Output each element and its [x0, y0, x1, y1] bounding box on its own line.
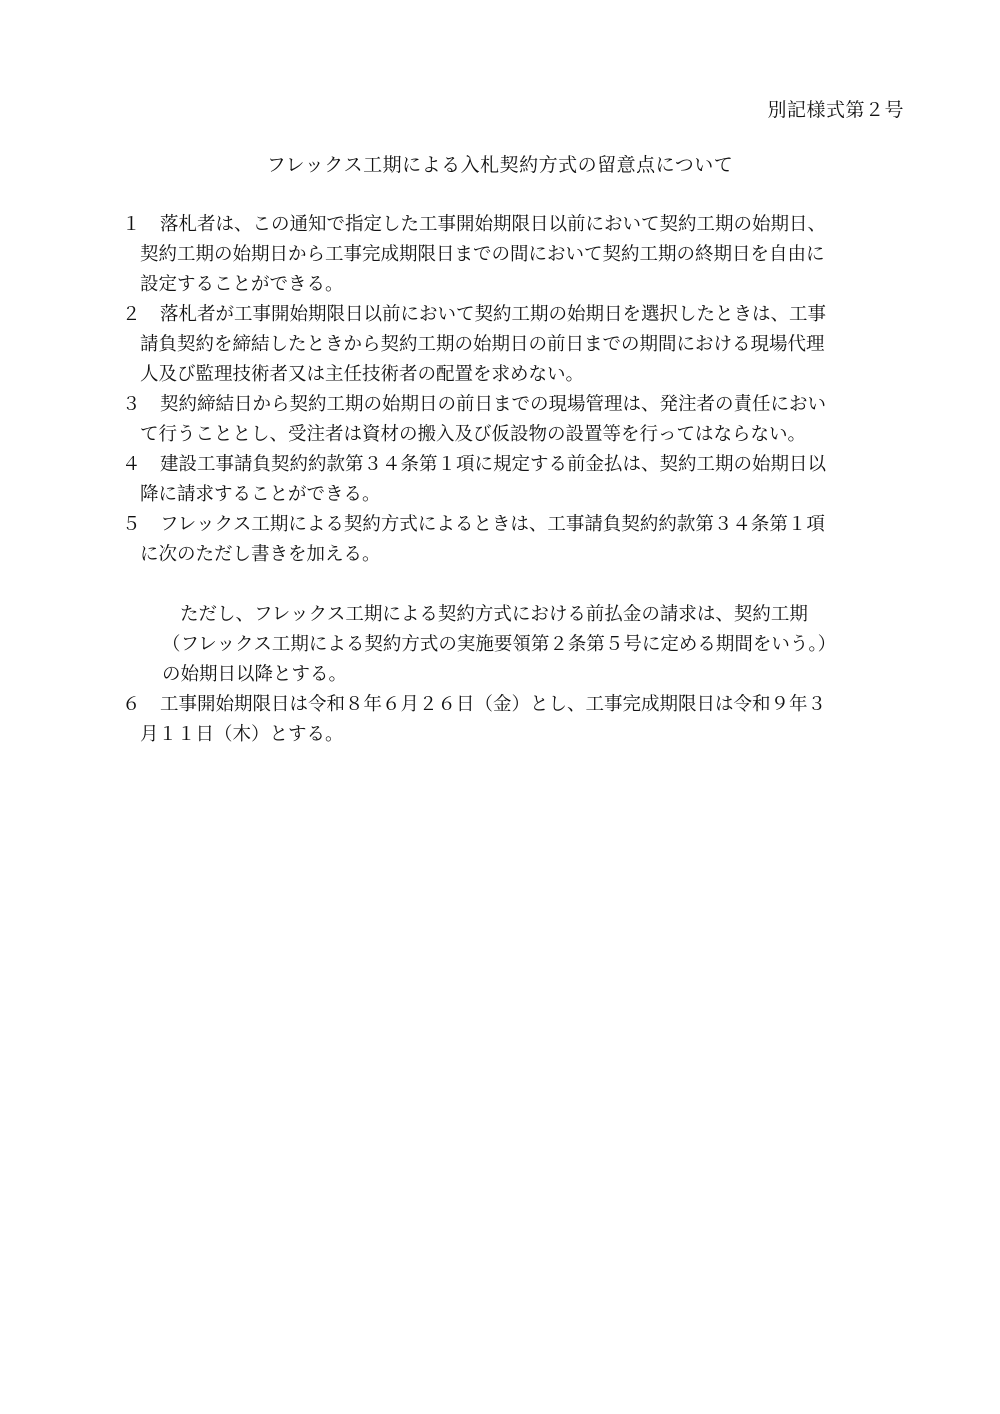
- list-item-4: [122, 450, 912, 510]
- item-text-line: 月１１日（木）とする。: [140, 724, 344, 745]
- item-text-line: 工事開始期限日は令和８年６月２６日（金）とし、工事完成期限日は令和９年３: [160, 694, 827, 715]
- item-text-line: 落札者が工事開始期限日以前において契約工期の始期日を選択したときは、工事: [160, 304, 827, 325]
- form-number: 別記様式第２号: [767, 99, 904, 121]
- item-number: ４: [122, 454, 141, 475]
- item-text-line: 契約工期の始期日から工事完成期限日までの間において契約工期の終期日を自由に: [140, 244, 825, 265]
- list-item-2: [122, 300, 912, 390]
- item-text-line: て行うこととし、受注者は資材の搬入及び仮設物の設置等を行ってはならない。: [140, 424, 807, 445]
- proviso-line: の始期日以降とする。: [162, 664, 348, 685]
- item-number: ５: [122, 514, 141, 535]
- list-item-3: [122, 390, 912, 450]
- list-item-1: [122, 210, 912, 300]
- item-number: ３: [122, 394, 141, 415]
- list-item-5: [122, 510, 912, 570]
- item-text-line: 契約締結日から契約工期の始期日の前日までの現場管理は、発注者の責任におい: [160, 394, 827, 415]
- item-text-line: フレックス工期による契約方式によるときは、工事請負契約約款第３４条第１項: [160, 514, 825, 535]
- item-list: [122, 210, 912, 750]
- item-text-line: 設定することができる。: [140, 274, 344, 295]
- item-number: １: [122, 214, 141, 235]
- item-number: ６: [122, 694, 141, 715]
- proviso-paragraph: [122, 600, 912, 690]
- item-text-line: 請負契約を締結したときから契約工期の始期日の前日までの期間における現場代理: [140, 334, 825, 355]
- item-text-line: 降に請求することができる。: [140, 484, 381, 505]
- item-text-line: 人及び監理技術者又は主任技術者の配置を求めない。: [140, 364, 585, 385]
- proviso-line: ただし、フレックス工期による契約方式における前払金の請求は、契約工期: [180, 604, 808, 625]
- proviso-line: （フレックス工期による契約方式の実施要領第２条第５号に定める期間をいう。）: [162, 634, 837, 655]
- list-item-6: [122, 690, 912, 750]
- document-title: フレックス工期による入札契約方式の留意点について: [266, 154, 734, 176]
- item-text-line: 落札者は、この通知で指定した工事開始期限日以前において契約工期の始期日、: [160, 214, 827, 235]
- item-text-line: 建設工事請負契約約款第３４条第１項に規定する前金払は、契約工期の始期日以: [160, 454, 827, 475]
- item-text-line: に次のただし書きを加える。: [140, 544, 381, 565]
- blank-line: [122, 570, 912, 600]
- item-number: ２: [122, 304, 141, 325]
